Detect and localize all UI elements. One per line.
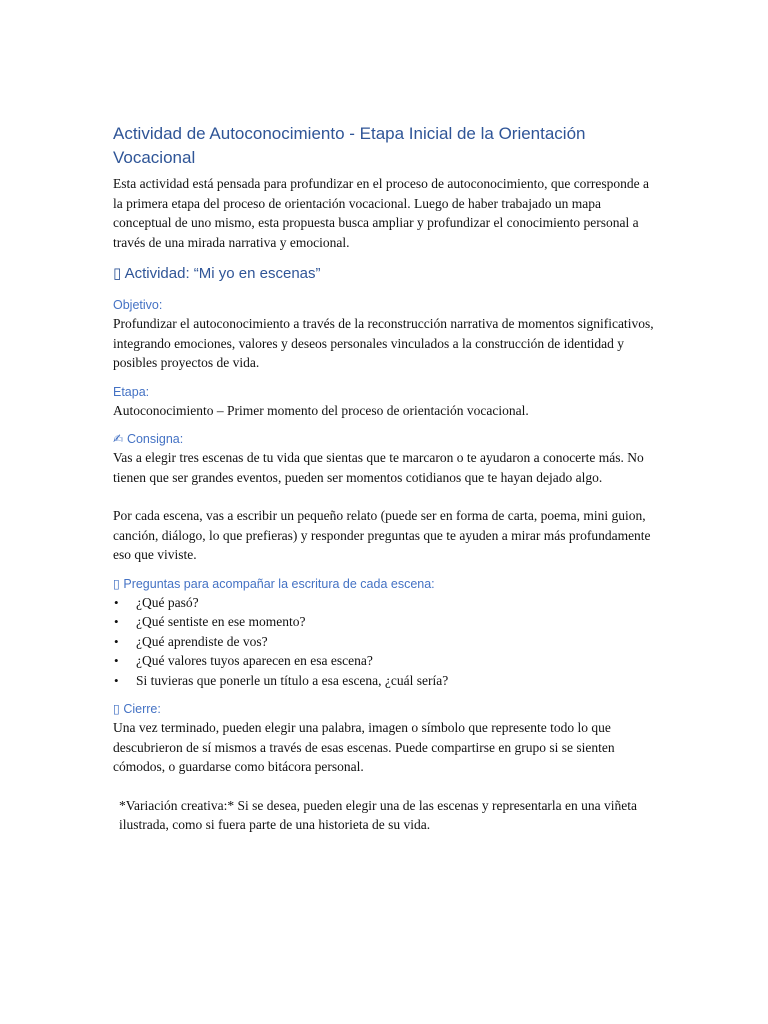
activity-heading: ▯ Actividad: “Mi yo en escenas” <box>113 265 321 282</box>
list-item <box>113 612 658 632</box>
bullet-icon: • <box>114 614 119 629</box>
consigna-paragraph-2: Por cada escena, vas a escribir un pequeño relato (puede ser en forma de carta, poema, mini guion, canción, diálogo, lo que prefieras) y responder preguntas que te ayuden a mirar más profundamente eso que viviste. <box>113 508 651 562</box>
list-item <box>113 671 658 691</box>
cierre-label: ▯ Cierre: <box>113 702 161 716</box>
bullet-icon: • <box>114 594 119 610</box>
document-title: Actividad de Autoconocimiento - Etapa Inicial de la Orientación Vocacional <box>113 124 586 167</box>
objetivo-label: Objetivo: <box>113 298 163 312</box>
bullet-icon: • <box>114 653 119 668</box>
document-page <box>113 122 658 835</box>
etapa-label: Etapa: <box>113 384 150 399</box>
preguntas-label: ▯ Preguntas para acompañar la escritura de cada escena: <box>113 576 435 591</box>
bullet-icon: • <box>114 633 119 649</box>
list-item <box>113 593 658 613</box>
list-item-text: ¿Qué pasó? <box>136 594 199 610</box>
objetivo-text: Profundizar el autoconocimiento a través de la reconstrucción narrativa de momentos significativos, integrando emociones, valores y deseos personales vinculados a la construcción de identidad y posibles proyectos de vida. <box>113 316 654 370</box>
list-item-text: Si tuvieras que ponerle un título a esa escena, ¿cuál sería? <box>136 672 449 688</box>
list-item <box>113 632 658 652</box>
list-item-text: ¿Qué aprendiste de vos? <box>136 633 268 649</box>
cierre-text: Una vez terminado, pueden elegir una palabra, imagen o símbolo que represente todo lo que descubrieron de sí mismos a través de esas escenas. Puede compartirse en grupo si se sienten cómodos, o guardarse como bitácora personal. <box>113 720 615 774</box>
intro-paragraph: Esta actividad está pensada para profundizar en el proceso de autoconocimiento, que corresponde a la primera etapa del proceso de orientación vocacional. Luego de haber trabajado un mapa conceptual de uno mismo, esta propuesta busca ampliar y profundizar el conocimiento personal a través de una mirada narrativa y emocional. <box>113 176 650 250</box>
preguntas-list <box>113 593 658 691</box>
list-item-text: ¿Qué sentiste en ese momento? <box>136 614 306 629</box>
consigna-paragraph-1: Vas a elegir tres escenas de tu vida que sientas que te marcaron o te ayudaron a conocerte más. No tienen que ser grandes eventos, pueden ser momentos cotidianos que te hayan dejado algo. <box>113 450 644 485</box>
consigna-label: ✍ Consigna: <box>113 432 184 446</box>
list-item-text: ¿Qué valores tuyos aparecen en esa escena? <box>136 653 373 668</box>
etapa-text: Autoconocimiento – Primer momento del proceso de orientación vocacional. <box>113 402 529 418</box>
variacion-text: *Variación creativa:* Si se desea, pueden elegir una de las escenas y representarla en una viñeta ilustrada, como si fuera parte de una historieta de su vida. <box>119 797 638 832</box>
bullet-icon: • <box>114 672 119 688</box>
list-item <box>113 651 658 671</box>
